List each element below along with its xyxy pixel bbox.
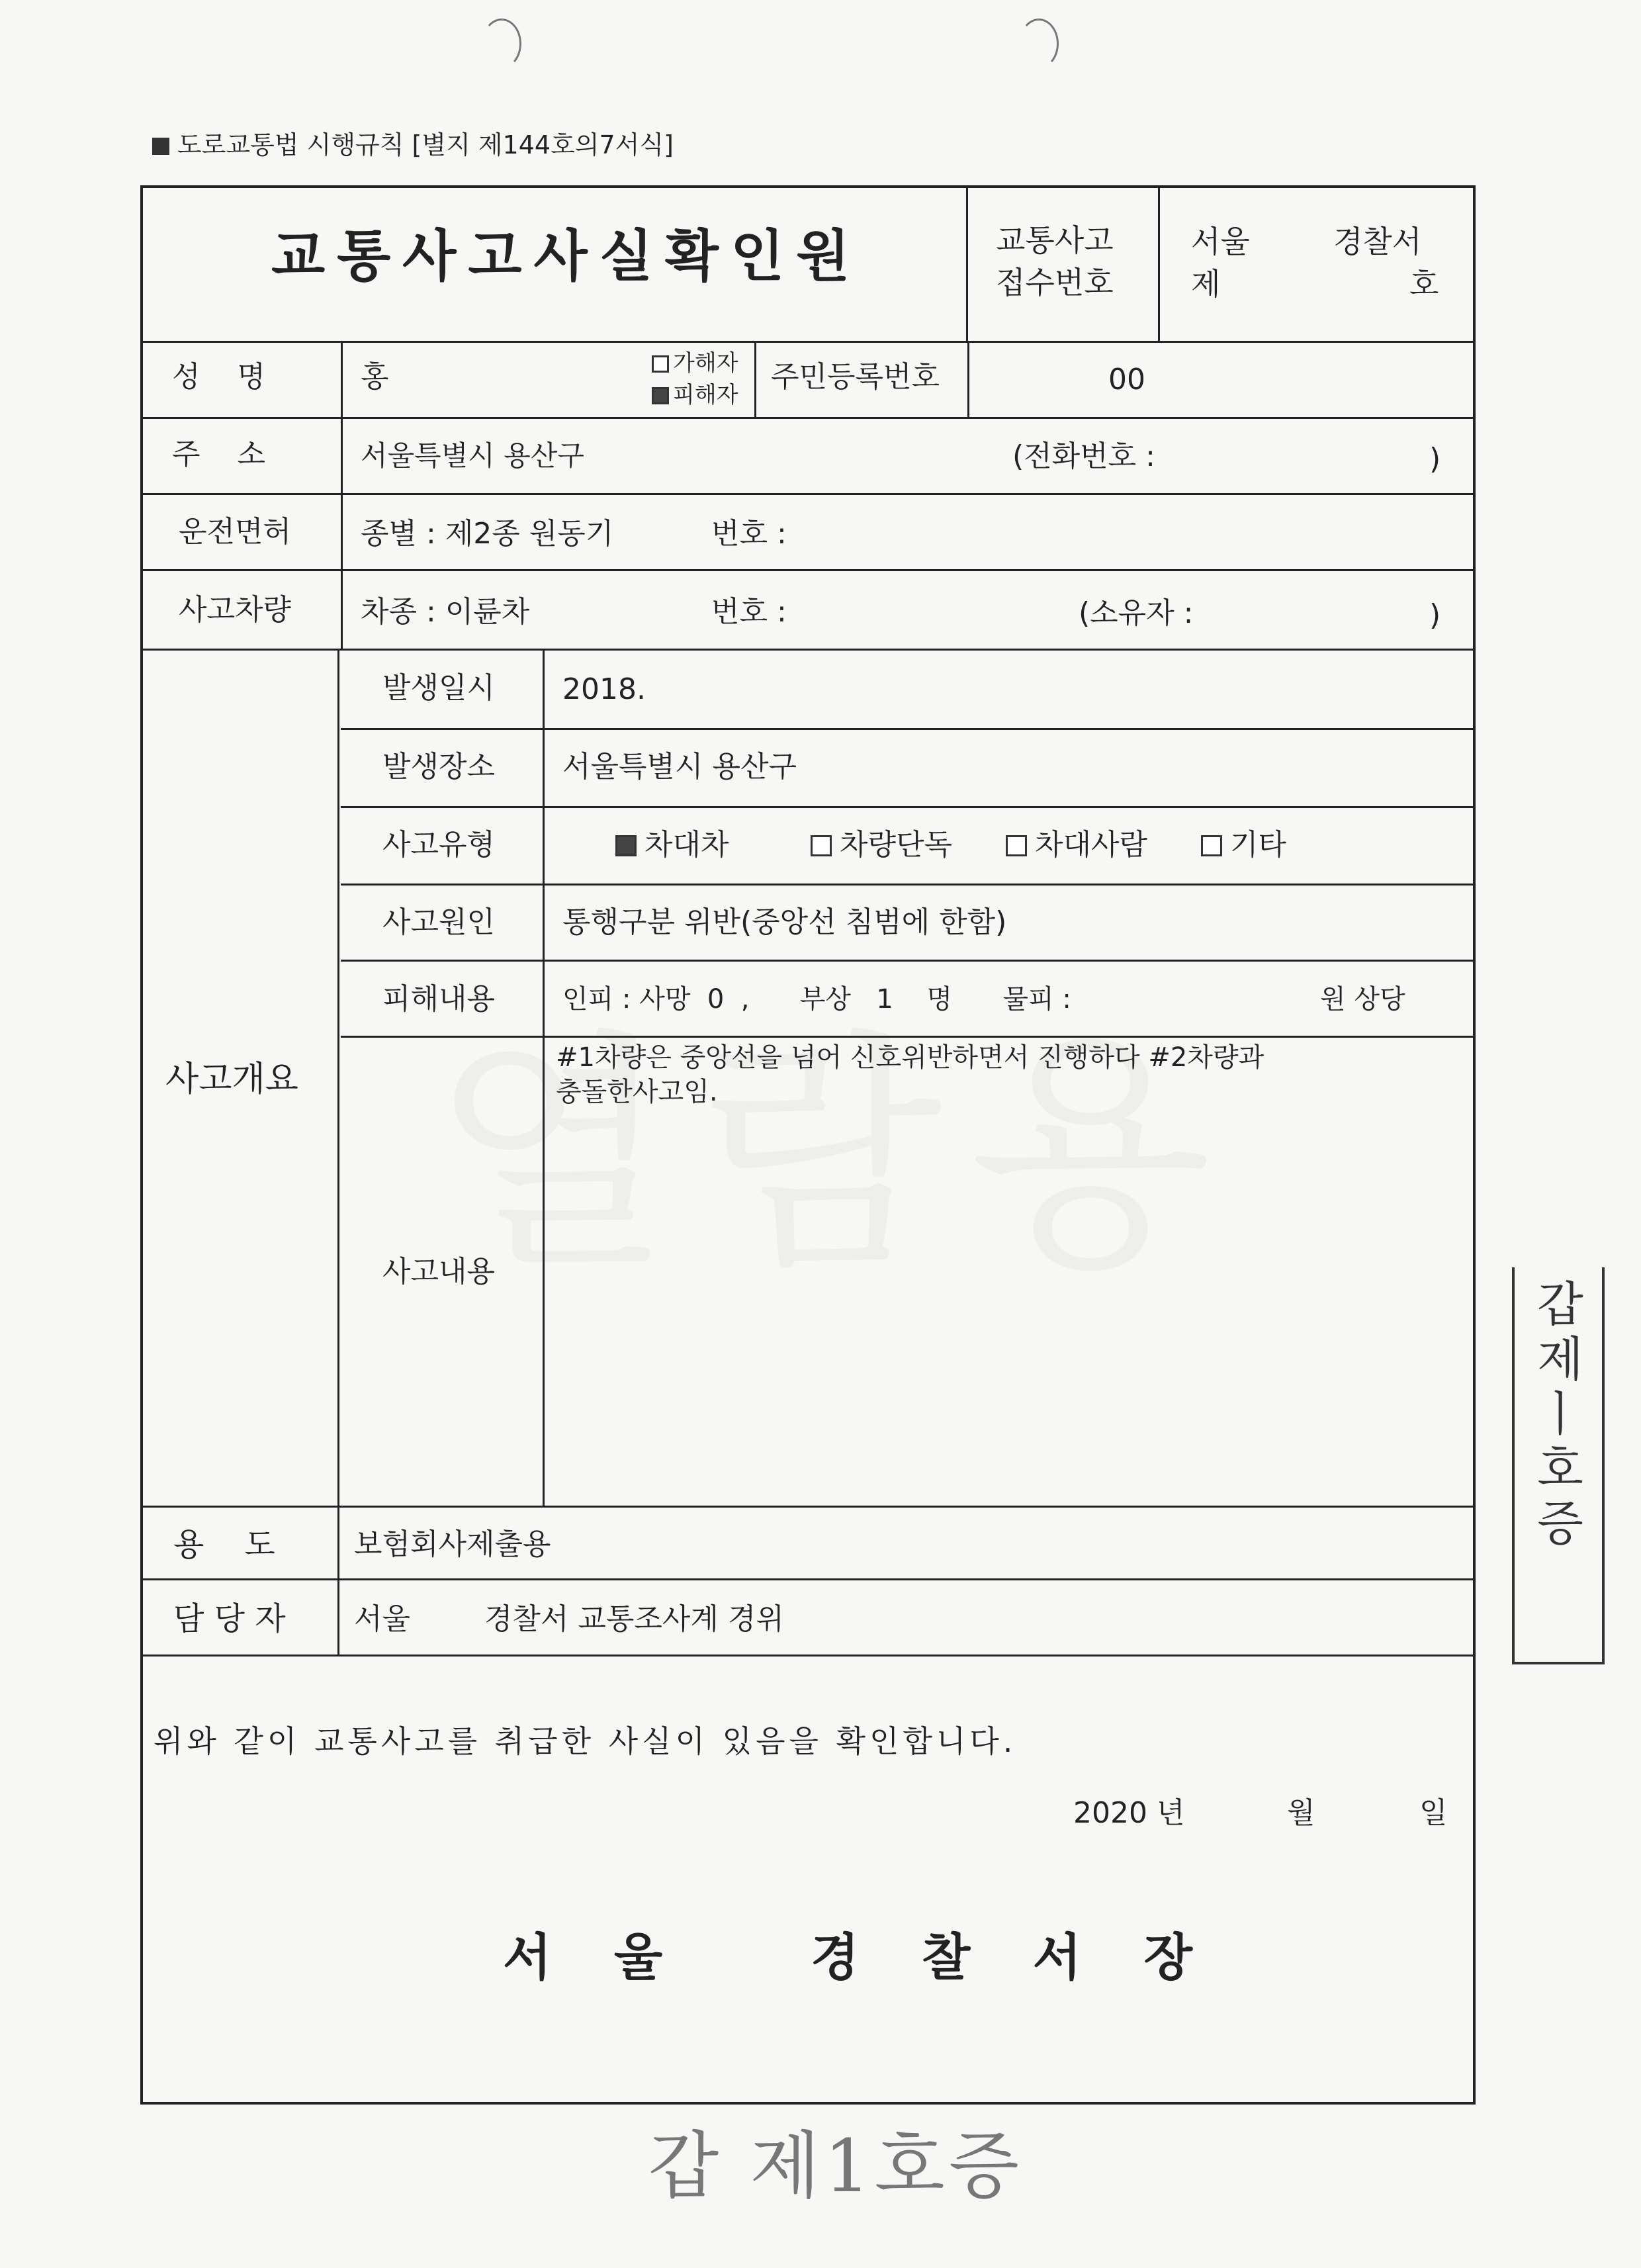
rule bbox=[140, 1506, 1476, 1508]
document-title: 교통사고사실확인원 bbox=[271, 224, 862, 289]
vehicle-number-label: 번호 : bbox=[711, 595, 787, 629]
punch-hole-right bbox=[1019, 19, 1059, 69]
datetime-value: 2018. bbox=[562, 672, 646, 706]
date-year: 2020 년 bbox=[1073, 1796, 1185, 1830]
rule bbox=[1158, 185, 1160, 341]
role-offender: 가해자 bbox=[652, 352, 738, 375]
cause-value: 통행구분 위반(중앙선 침범에 한함) bbox=[562, 905, 1007, 939]
car-to-car-checkbox[interactable] bbox=[615, 835, 637, 856]
officer-value: 서울 경찰서 교통조사계 경위 bbox=[354, 1602, 784, 1636]
vehicle-type: 차종 : 이륜차 bbox=[361, 595, 530, 629]
rule bbox=[341, 806, 1476, 808]
form-reference: 도로교통법 시행규칙 [별지 제144호의7서식] bbox=[152, 124, 674, 161]
type-option-car-to-person: 차대사람 bbox=[1006, 831, 1147, 860]
type-label: 사고유형 bbox=[382, 828, 496, 862]
rule bbox=[337, 649, 339, 1655]
rule bbox=[341, 728, 1476, 730]
resident-no-value: 00 bbox=[1108, 363, 1145, 396]
datetime-label: 발생일시 bbox=[382, 671, 496, 705]
type-option-other: 기타 bbox=[1201, 831, 1286, 860]
confirmation-text: 위와 같이 교통사고를 취급한 사실이 있음을 확인합니다. bbox=[154, 1723, 1017, 1759]
damage-label: 피해내용 bbox=[382, 982, 496, 1016]
rule bbox=[341, 960, 1476, 962]
owner-label: (소유자 : bbox=[1079, 596, 1194, 630]
license-number-label: 번호 : bbox=[711, 517, 787, 551]
receipt-no-suffix: 호 bbox=[1409, 266, 1439, 302]
role-victim: 피해자 bbox=[652, 384, 738, 406]
type-option-single-vehicle: 차량단독 bbox=[811, 831, 952, 860]
single-vehicle-checkbox[interactable] bbox=[811, 835, 832, 856]
rule bbox=[341, 341, 343, 649]
side-exhibit-stamp-text: 갑 제 ㅣ 호 증 bbox=[1537, 1277, 1583, 1552]
purpose-label: 용 도 bbox=[173, 1526, 275, 1563]
overview-section-label: 사고개요 bbox=[165, 1060, 298, 1099]
name-value: 홍 bbox=[361, 360, 389, 394]
license-label: 운전면허 bbox=[179, 515, 292, 549]
name-label: 성 명 bbox=[172, 360, 265, 394]
rule bbox=[140, 649, 1476, 651]
content-line1: #1차량은 중앙선을 넘어 신호위반하면서 진행하다 #2차량과 bbox=[556, 1042, 1264, 1073]
cause-label: 사고원인 bbox=[382, 905, 496, 939]
rule bbox=[140, 1578, 1476, 1580]
signature-chief: 경 찰 서 장 bbox=[811, 1928, 1216, 1987]
place-value: 서울특별시 용산구 bbox=[562, 750, 797, 784]
other-checkbox[interactable] bbox=[1201, 835, 1222, 856]
type-option-car-to-car: 차대차 bbox=[615, 831, 729, 860]
rule bbox=[341, 884, 1476, 885]
victim-checkbox[interactable] bbox=[652, 387, 669, 404]
receipt-station-suffix: 경찰서 bbox=[1333, 224, 1422, 259]
date-month: 월 bbox=[1287, 1796, 1315, 1830]
rule bbox=[140, 1655, 1476, 1656]
black-square-icon bbox=[152, 138, 169, 155]
receipt-no-prefix: 제 bbox=[1191, 266, 1221, 302]
exhibit-label: 갑 제1호증 bbox=[648, 2124, 1023, 2208]
receipt-label-line2: 접수번호 bbox=[996, 265, 1114, 300]
car-to-person-checkbox[interactable] bbox=[1006, 835, 1027, 856]
place-label: 발생장소 bbox=[382, 750, 496, 784]
damage-text: 인피 : 사망 0 , 부상 1 명 물피 : bbox=[562, 984, 1071, 1015]
vehicle-label: 사고차량 bbox=[179, 593, 292, 627]
damage-suffix: 원 상당 bbox=[1320, 984, 1405, 1015]
receipt-label-line1: 교통사고 bbox=[996, 222, 1114, 258]
rule bbox=[966, 185, 968, 341]
address-label: 주 소 bbox=[172, 437, 265, 471]
phone-label: (전화번호 : bbox=[1012, 439, 1155, 473]
offender-checkbox[interactable] bbox=[652, 355, 669, 373]
owner-close: ) bbox=[1429, 598, 1441, 632]
date-day: 일 bbox=[1419, 1796, 1448, 1830]
content-line2: 충돌한사고임. bbox=[556, 1077, 718, 1107]
rule bbox=[754, 341, 756, 417]
resident-no-label: 주민등록번호 bbox=[771, 360, 940, 394]
purpose-value: 보험회사제출용 bbox=[354, 1527, 551, 1561]
rule bbox=[967, 341, 969, 417]
content-label: 사고내용 bbox=[382, 1255, 496, 1289]
phone-close: ) bbox=[1429, 442, 1441, 476]
receipt-station: 서울 bbox=[1191, 224, 1250, 259]
address-value: 서울특별시 용산구 bbox=[361, 439, 584, 472]
officer-label: 담 당 자 bbox=[173, 1600, 286, 1637]
rule bbox=[543, 649, 545, 1506]
punch-hole-left bbox=[482, 19, 521, 69]
signature-station: 서 울 bbox=[503, 1928, 686, 1987]
rule bbox=[341, 1036, 1476, 1038]
license-type: 종별 : 제2종 원동기 bbox=[361, 517, 614, 551]
